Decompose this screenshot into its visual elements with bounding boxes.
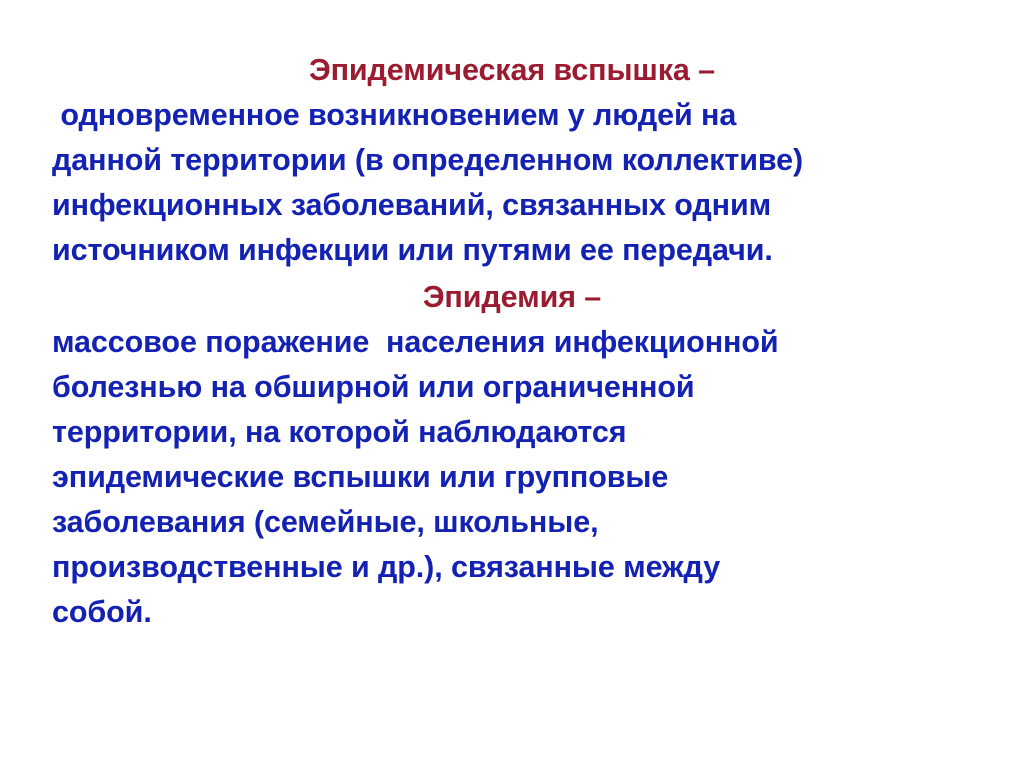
definition-outbreak-line-2: данной территории (в определенном коллективе): [52, 143, 804, 177]
term-heading-epidemic: Эпидемия –: [422, 280, 602, 314]
term-heading-epidemic-outbreak: Эпидемическая вспышка –: [308, 53, 716, 87]
definition-epidemic-line-4: эпидемические вспышки или групповые: [52, 460, 669, 494]
definition-outbreak-line-1: одновременное возникновением у людей на: [52, 98, 737, 132]
definition-outbreak-line-3: инфекционных заболеваний, связанных одним: [52, 188, 772, 222]
definition-epidemic-line-6: производственные и др.), связанные между: [52, 550, 721, 584]
slide-content: [52, 48, 972, 635]
definition-epidemic-line-2: болезнью на обширной или ограниченной: [52, 370, 695, 404]
definition-epidemic-line-3: территории, на которой наблюдаются: [52, 415, 627, 449]
definition-epidemic-line-1: массовое поражение населения инфекционной: [52, 325, 779, 359]
definition-outbreak-line-4: источником инфекции или путями ее передачи.: [52, 233, 773, 267]
definition-epidemic-line-7: собой.: [52, 595, 152, 629]
definition-epidemic-line-5: заболевания (семейные, школьные,: [52, 505, 599, 539]
